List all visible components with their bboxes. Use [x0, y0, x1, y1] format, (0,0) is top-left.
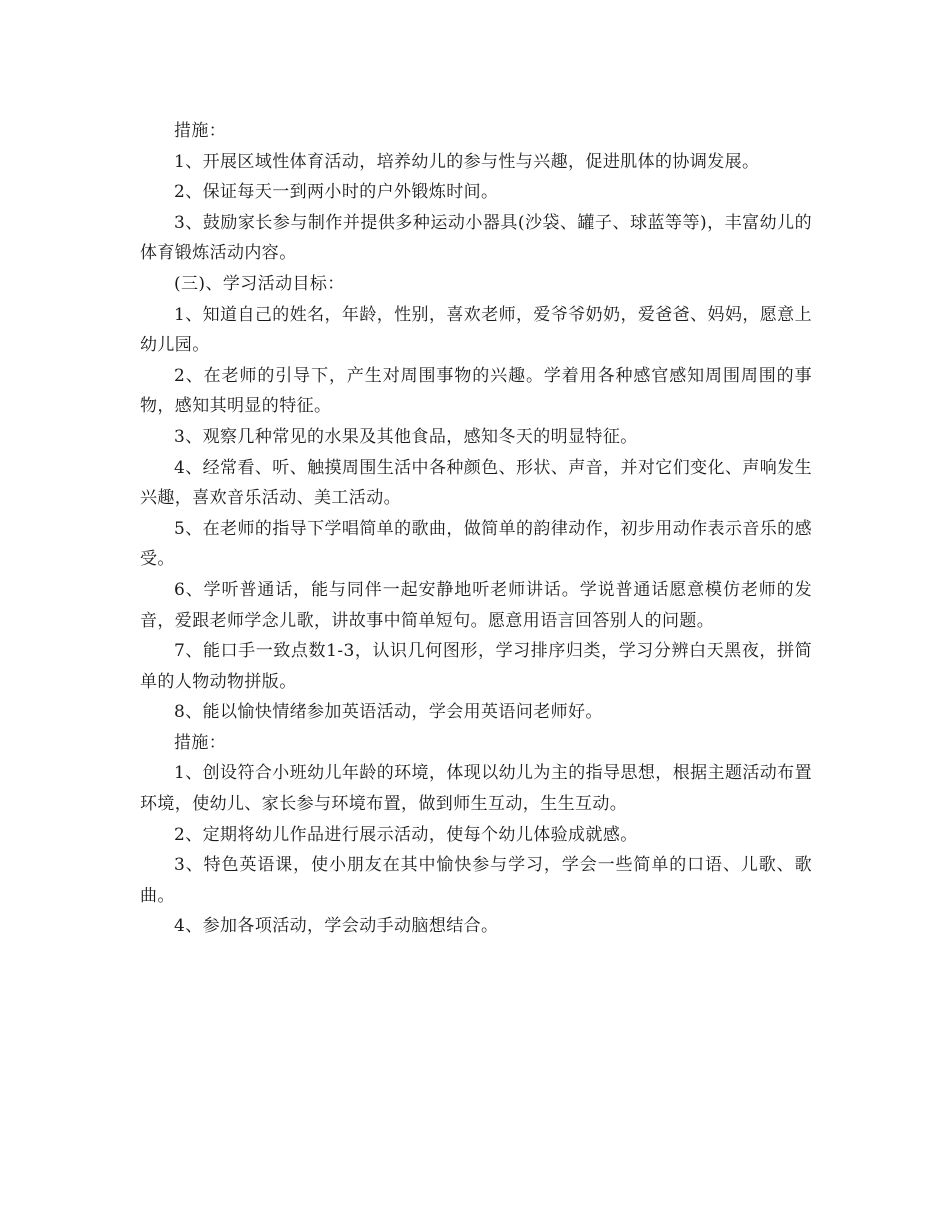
paragraph: 7、能口手一致点数1-3，认识几何图形，学习排序归类，学习分辨白天黑夜，拼简单的人物动物拼版。 — [140, 641, 812, 692]
paragraph: 3、特色英语课，使小朋友在其中愉快参与学习，学会一些简单的口语、儿歌、歌曲。 — [140, 855, 812, 906]
paragraph: 3、鼓励家长参与制作并提供多种运动小器具(沙袋、罐子、球蓝等等)，丰富幼儿的体育锻炼活动内容。 — [140, 212, 812, 264]
paragraph: 1、创设符合小班幼儿年龄的环境，体现以幼儿为主的指导思想，根据主题活动布置环境，使幼儿、家长参与环境布置，做到师生互动，生生互动。 — [140, 763, 812, 815]
paragraph: 3、观察几种常见的水果及其他食品，感知冬天的明显特征。 — [174, 426, 638, 447]
paragraph: 2、定期将幼儿作品进行展示活动，使每个幼儿体验成就感。 — [174, 824, 638, 845]
section-heading-learning-goals: (三)、学习活动目标： — [174, 273, 345, 294]
paragraph: 1、知道自己的姓名，年龄，性别，喜欢老师，爱爷爷奶奶，爱爸爸、妈妈，愿意上幼儿园。 — [140, 304, 812, 356]
paragraph: 6、学听普通话，能与同伴一起安静地听老师讲话。学说普通话愿意模仿老师的发音，爱跟老师学念儿歌，讲故事中简单短句。愿意用语言回答别人的问题。 — [140, 579, 812, 631]
paragraph-measures-heading: 措施： — [174, 732, 227, 753]
paragraph: 2、保证每天一到两小时的户外锻炼时间。 — [174, 182, 499, 203]
paragraph-measures-heading: 措施： — [174, 121, 227, 141]
paragraph: 5、在老师的指导下学唱简单的歌曲，做简单的韵律动作，初步用动作表示音乐的感受。 — [140, 518, 812, 570]
paragraph: 8、能以愉快情绪参加英语活动，学会用英语问老师好。 — [174, 702, 603, 723]
document-body — [140, 116, 812, 942]
paragraph: 4、经常看、听、触摸周围生活中各种颜色、形状、声音，并对它们变化、声响发生兴趣，喜欢音乐活动、美工活动。 — [140, 457, 812, 509]
paragraph: 1、开展区域性体育活动，培养幼儿的参与性与兴趣，促进肌体的协调发展。 — [174, 151, 760, 172]
paragraph: 2、在老师的引导下，产生对周围事物的兴趣。学着用各种感官感知周围周围的事物，感知其明显的特征。 — [140, 365, 812, 417]
paragraph: 4、参加各项活动，学会动手动脑想结合。 — [174, 916, 499, 937]
